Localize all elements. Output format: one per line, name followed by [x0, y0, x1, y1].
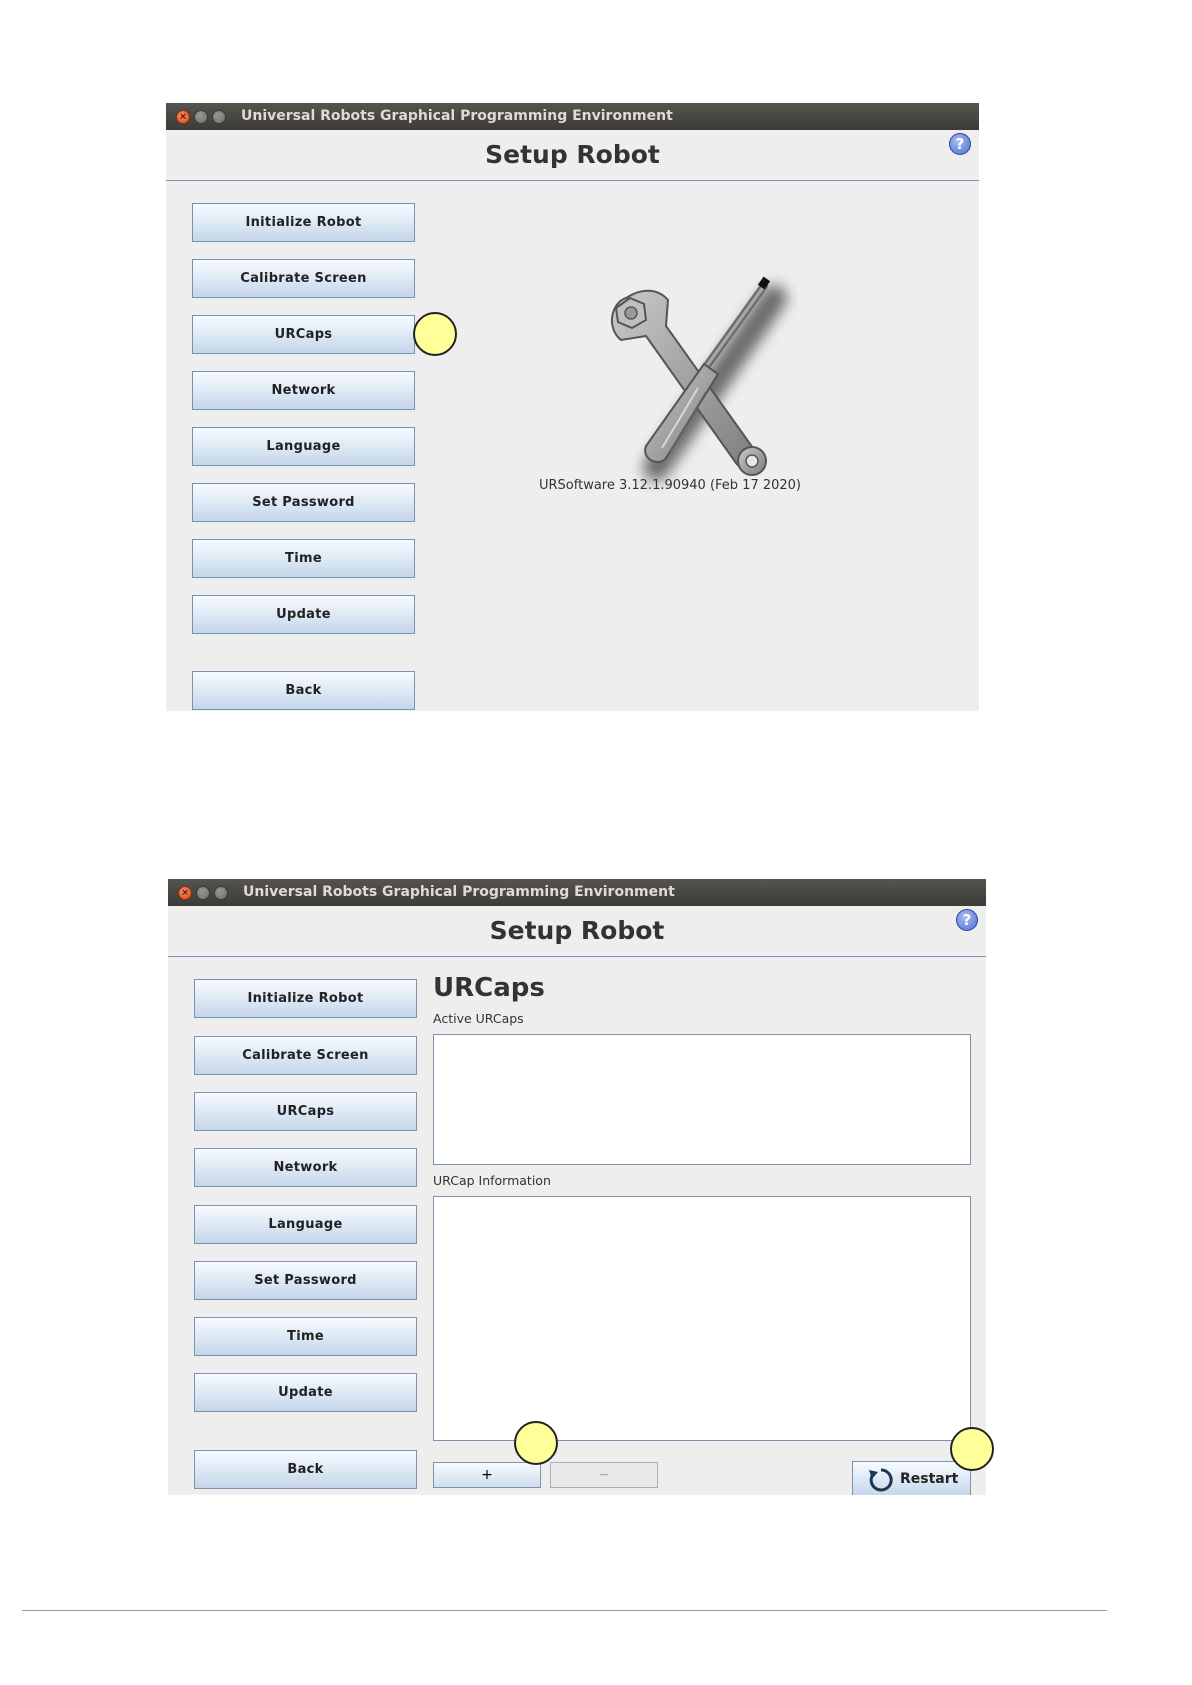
window-title: Universal Robots Graphical Programming Environment: [243, 884, 675, 900]
page-footer-rule: [22, 1610, 1107, 1611]
callout-marker-restart: [950, 1427, 994, 1471]
set-password-button[interactable]: Set Password: [192, 483, 415, 522]
update-button[interactable]: Update: [194, 1373, 417, 1412]
initialize-robot-button[interactable]: Initialize Robot: [192, 203, 415, 242]
language-button[interactable]: Language: [192, 427, 415, 466]
plus-icon: +: [481, 1467, 493, 1483]
page-title: Setup Robot: [166, 130, 979, 181]
active-urcaps-label: Active URCaps: [433, 1011, 524, 1026]
minimize-window-button[interactable]: [194, 110, 208, 124]
maximize-window-button[interactable]: [214, 886, 228, 900]
close-window-button[interactable]: [178, 886, 192, 900]
network-button[interactable]: Network: [194, 1148, 417, 1187]
urcaps-button[interactable]: URCaps: [192, 315, 415, 354]
back-button[interactable]: Back: [194, 1450, 417, 1489]
urcap-information-label: URCap Information: [433, 1173, 551, 1188]
close-icon: ×: [179, 112, 187, 122]
calibrate-screen-button[interactable]: Calibrate Screen: [192, 259, 415, 298]
time-button[interactable]: Time: [192, 539, 415, 578]
help-icon: ?: [955, 135, 965, 153]
help-icon: ?: [962, 911, 972, 929]
calibrate-screen-button[interactable]: Calibrate Screen: [194, 1036, 417, 1075]
minus-icon: −: [598, 1467, 610, 1483]
update-button[interactable]: Update: [192, 595, 415, 634]
active-urcaps-list[interactable]: [433, 1034, 971, 1165]
close-window-button[interactable]: [176, 110, 190, 124]
help-button[interactable]: [949, 133, 971, 155]
set-password-button[interactable]: Set Password: [194, 1261, 417, 1300]
wrench-screwdriver-icon: [586, 268, 846, 498]
time-button[interactable]: Time: [194, 1317, 417, 1356]
software-version: URSoftware 3.12.1.90940 (Feb 17 2020): [539, 478, 802, 493]
page-title: Setup Robot: [168, 906, 986, 957]
urcaps-button[interactable]: URCaps: [194, 1092, 417, 1131]
callout-marker-urcaps: [413, 312, 457, 356]
back-button[interactable]: Back: [192, 671, 415, 710]
restart-button[interactable]: [852, 1461, 971, 1495]
restart-label: Restart: [900, 1471, 959, 1487]
close-icon: ×: [181, 888, 189, 898]
remove-urcap-button[interactable]: [550, 1462, 658, 1488]
urcap-information-panel: [433, 1196, 971, 1441]
initialize-robot-button[interactable]: Initialize Robot: [194, 979, 417, 1018]
window-title: Universal Robots Graphical Programming Environment: [241, 108, 673, 124]
maximize-window-button[interactable]: [212, 110, 226, 124]
urcaps-section-title: URCaps: [433, 973, 545, 1003]
add-urcap-button[interactable]: [433, 1462, 541, 1488]
minimize-window-button[interactable]: [196, 886, 210, 900]
window-title-bar: [168, 879, 986, 906]
setup-robot-window-1: [166, 103, 979, 711]
setup-robot-window-2: [168, 879, 986, 1495]
window-title-bar: [166, 103, 979, 130]
language-button[interactable]: Language: [194, 1205, 417, 1244]
restart-icon: [868, 1467, 894, 1493]
network-button[interactable]: Network: [192, 371, 415, 410]
callout-marker-add: [514, 1421, 558, 1465]
help-button[interactable]: [956, 909, 978, 931]
